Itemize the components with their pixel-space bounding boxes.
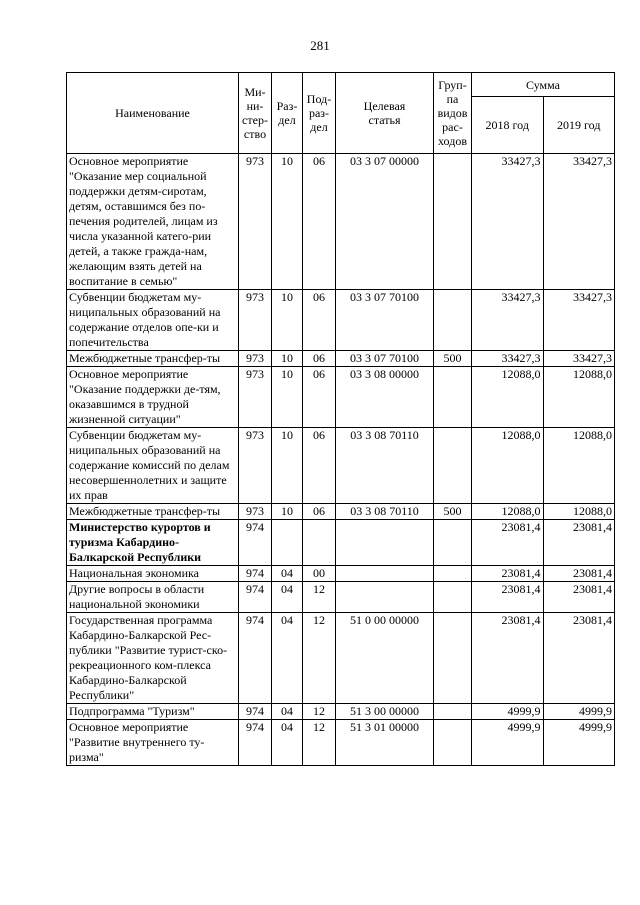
cell-article: 03 3 08 70110: [336, 504, 434, 520]
cell-article: 03 3 07 70100: [336, 290, 434, 351]
cell-name: Другие вопросы в области национальной экономики: [67, 582, 239, 613]
cell-2018: 12088,0: [472, 428, 544, 504]
cell-subsection: 06: [303, 504, 336, 520]
cell-subsection: 06: [303, 290, 336, 351]
cell-expense-group: 500: [434, 504, 472, 520]
table-row: [67, 154, 615, 290]
cell-subsection: 12: [303, 720, 336, 766]
cell-2019: 23081,4: [543, 566, 615, 582]
cell-article: 51 3 00 00000: [336, 704, 434, 720]
cell-2018: 4999,9: [472, 720, 544, 766]
cell-name: Министерство курортов и туризма Кабардино-Балкарской Республики: [67, 520, 239, 566]
cell-article: [336, 582, 434, 613]
cell-ministry: 974: [239, 582, 272, 613]
cell-article: 03 3 08 00000: [336, 367, 434, 428]
table-row: [67, 504, 615, 520]
cell-name: Межбюджетные трансфер-ты: [67, 351, 239, 367]
page-number: 281: [310, 38, 330, 53]
cell-article: 03 3 07 70100: [336, 351, 434, 367]
cell-section: 04: [272, 582, 303, 613]
cell-article: 51 3 01 00000: [336, 720, 434, 766]
cell-expense-group: [434, 290, 472, 351]
table-row: [67, 582, 615, 613]
cell-2019: 4999,9: [543, 720, 615, 766]
cell-expense-group: [434, 428, 472, 504]
cell-name: Национальная экономика: [67, 566, 239, 582]
cell-section: 10: [272, 428, 303, 504]
table-body: [67, 154, 615, 766]
cell-expense-group: [434, 566, 472, 582]
table-row: [67, 704, 615, 720]
cell-2019: 23081,4: [543, 520, 615, 566]
cell-ministry: 974: [239, 704, 272, 720]
cell-ministry: 974: [239, 613, 272, 704]
cell-subsection: 06: [303, 428, 336, 504]
cell-2019: 4999,9: [543, 704, 615, 720]
header-year-2019: 2019 год: [543, 97, 615, 154]
cell-subsection: 00: [303, 566, 336, 582]
cell-expense-group: 500: [434, 351, 472, 367]
cell-2019: 23081,4: [543, 582, 615, 613]
cell-expense-group: [434, 154, 472, 290]
cell-2018: 12088,0: [472, 504, 544, 520]
cell-2019: 33427,3: [543, 154, 615, 290]
cell-subsection: 12: [303, 613, 336, 704]
table-row: [67, 520, 615, 566]
cell-2019: 33427,3: [543, 351, 615, 367]
cell-ministry: 974: [239, 566, 272, 582]
cell-2019: 12088,0: [543, 504, 615, 520]
cell-expense-group: [434, 720, 472, 766]
header-ministry: Ми- ни- стер- ство: [239, 73, 272, 154]
cell-section: 04: [272, 704, 303, 720]
cell-2018: 33427,3: [472, 154, 544, 290]
cell-name: Субвенции бюджетам му-ниципальных образований на содержание комиссий по делам несовершеннолетних и защите их прав: [67, 428, 239, 504]
cell-2018: 33427,3: [472, 290, 544, 351]
header-sum: Сумма: [472, 73, 615, 97]
header-subsection: Под- раз- дел: [303, 73, 336, 154]
budget-table: [66, 72, 615, 766]
cell-name: Субвенции бюджетам му-ниципальных образований на содержание отделов опе-ки и попечительства: [67, 290, 239, 351]
cell-ministry: 973: [239, 367, 272, 428]
cell-section: 04: [272, 613, 303, 704]
table-row: [67, 290, 615, 351]
cell-2018: 23081,4: [472, 520, 544, 566]
cell-article: 03 3 08 70110: [336, 428, 434, 504]
cell-section: 10: [272, 504, 303, 520]
cell-2018: 23081,4: [472, 613, 544, 704]
cell-ministry: 973: [239, 290, 272, 351]
cell-section: 10: [272, 351, 303, 367]
table-row: [67, 428, 615, 504]
cell-subsection: 12: [303, 582, 336, 613]
cell-subsection: [303, 520, 336, 566]
cell-ministry: 974: [239, 520, 272, 566]
cell-article: 51 0 00 00000: [336, 613, 434, 704]
cell-section: 04: [272, 720, 303, 766]
cell-expense-group: [434, 582, 472, 613]
header-expense-group: Груп- па видов рас- ходов: [434, 73, 472, 154]
header-section: Раз- дел: [272, 73, 303, 154]
cell-subsection: 06: [303, 154, 336, 290]
cell-2019: 12088,0: [543, 367, 615, 428]
table-row: [67, 720, 615, 766]
header-article: Целевая статья: [336, 73, 434, 154]
cell-expense-group: [434, 520, 472, 566]
cell-name: Подпрограмма "Туризм": [67, 704, 239, 720]
cell-name: Основное мероприятие "Развитие внутреннего ту-ризма": [67, 720, 239, 766]
cell-expense-group: [434, 613, 472, 704]
cell-article: [336, 520, 434, 566]
header-year-2018: 2018 год: [472, 97, 544, 154]
cell-2018: 4999,9: [472, 704, 544, 720]
table-row: [67, 367, 615, 428]
cell-ministry: 973: [239, 351, 272, 367]
cell-2018: 23081,4: [472, 566, 544, 582]
cell-name: Межбюджетные трансфер-ты: [67, 504, 239, 520]
table-row: [67, 566, 615, 582]
cell-name: Основное мероприятие "Оказание поддержки де-тям, оказавшимся в трудной жизненной ситуации": [67, 367, 239, 428]
cell-name: Основное мероприятие "Оказание мер социальной поддержки детям-сиротам, детям, оставшимся без по-печения родителей, лицам из числа указанной катего-рии детей, а также гражда-нам, желающим взять детей на воспитание в семью": [67, 154, 239, 290]
cell-section: 10: [272, 290, 303, 351]
cell-expense-group: [434, 367, 472, 428]
cell-section: [272, 520, 303, 566]
table-row: [67, 351, 615, 367]
cell-article: [336, 566, 434, 582]
cell-section: 10: [272, 154, 303, 290]
cell-section: 10: [272, 367, 303, 428]
cell-article: 03 3 07 00000: [336, 154, 434, 290]
cell-ministry: 973: [239, 154, 272, 290]
table-row: [67, 613, 615, 704]
cell-subsection: 12: [303, 704, 336, 720]
cell-ministry: 974: [239, 720, 272, 766]
cell-2019: 23081,4: [543, 613, 615, 704]
header-row-top: [67, 73, 615, 97]
cell-2019: 12088,0: [543, 428, 615, 504]
cell-2018: 12088,0: [472, 367, 544, 428]
cell-ministry: 973: [239, 428, 272, 504]
cell-2018: 33427,3: [472, 351, 544, 367]
cell-section: 04: [272, 566, 303, 582]
cell-ministry: 973: [239, 504, 272, 520]
header-name: Наименование: [67, 73, 239, 154]
cell-name: Государственная программа Кабардино-Балкарской Рес-публики "Развитие турист-ско-рекреационного ком-плекса Кабардино-Балкарской Республики": [67, 613, 239, 704]
cell-subsection: 06: [303, 351, 336, 367]
cell-expense-group: [434, 704, 472, 720]
cell-subsection: 06: [303, 367, 336, 428]
cell-2019: 33427,3: [543, 290, 615, 351]
cell-2018: 23081,4: [472, 582, 544, 613]
